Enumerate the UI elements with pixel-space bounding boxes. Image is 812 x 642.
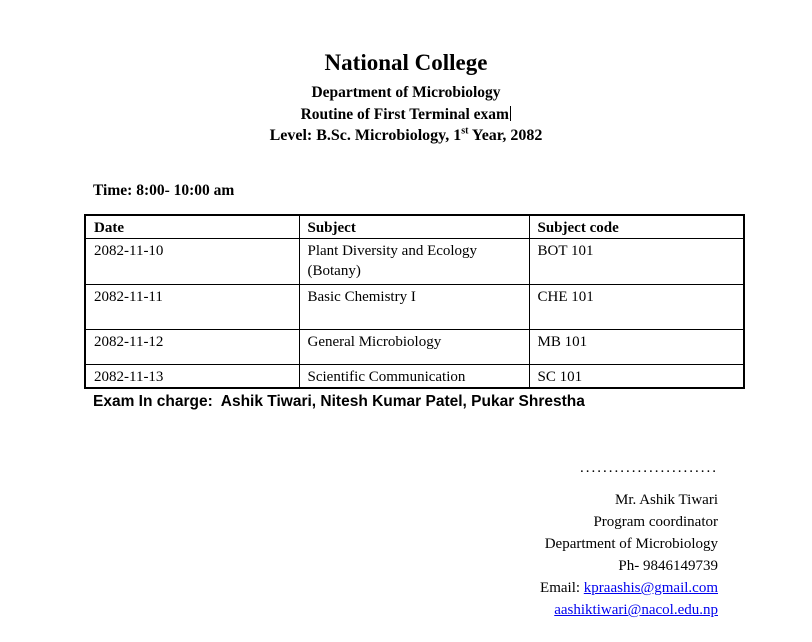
routine-table xyxy=(84,214,745,389)
signature-block xyxy=(540,489,718,621)
cell-subject: Plant Diversity and Ecology (Botany) xyxy=(299,239,529,285)
col-header-subject: Subject xyxy=(299,215,529,239)
email-link-nacol[interactable]: aashiktiwari@nacol.edu.np xyxy=(554,602,718,618)
signatory-role: Program coordinator xyxy=(593,514,718,530)
page-title: National College xyxy=(324,50,488,75)
level-suffix: Year, 2082 xyxy=(468,127,543,144)
exam-time: Time: 8:00- 10:00 am xyxy=(93,182,235,199)
exam-in-charge-line: Exam In charge: Ashik Tiwari, Nitesh Kumar Patel, Pukar Shrestha xyxy=(93,393,585,410)
routine-subtitle xyxy=(0,106,812,123)
document-header xyxy=(0,50,812,145)
table-row xyxy=(85,365,744,389)
text-cursor xyxy=(510,106,512,121)
cell-subject: General Microbiology xyxy=(299,330,529,365)
col-header-date: Date xyxy=(85,215,299,239)
table-row xyxy=(85,285,744,330)
table-row xyxy=(85,330,744,365)
email-line xyxy=(540,577,718,599)
level-line xyxy=(0,127,812,145)
signatory-phone: Ph- 9846149739 xyxy=(618,558,718,574)
cell-date: 2082-11-12 xyxy=(85,330,299,365)
cell-date: 2082-11-10 xyxy=(85,239,299,285)
cell-subject: Basic Chemistry I xyxy=(299,285,529,330)
level-prefix: Level: B.Sc. Microbiology, 1 xyxy=(269,127,462,144)
email-label: Email: xyxy=(540,580,584,596)
cell-code: CHE 101 xyxy=(529,285,744,330)
table-row xyxy=(85,239,744,285)
cell-code: MB 101 xyxy=(529,330,744,365)
signatory-name: Mr. Ashik Tiwari xyxy=(615,492,718,508)
cell-date: 2082-11-13 xyxy=(85,365,299,389)
signature-dotted-line: ........................ xyxy=(580,460,718,476)
cell-date: 2082-11-11 xyxy=(85,285,299,330)
routine-subtitle-text: Routine of First Terminal exam xyxy=(300,106,509,123)
col-header-subject-code: Subject code xyxy=(529,215,744,239)
email-line-2 xyxy=(540,599,718,621)
cell-code: SC 101 xyxy=(529,365,744,389)
cell-code: BOT 101 xyxy=(529,239,744,285)
email-link-gmail[interactable]: kpraashis@gmail.com xyxy=(583,580,718,596)
signatory-department: Department of Microbiology xyxy=(544,536,718,552)
level-ordinal-superscript: st xyxy=(461,125,469,137)
department-subtitle: Department of Microbiology xyxy=(311,84,501,101)
cell-subject: Scientific Communication xyxy=(299,365,529,389)
table-header-row xyxy=(85,215,744,239)
